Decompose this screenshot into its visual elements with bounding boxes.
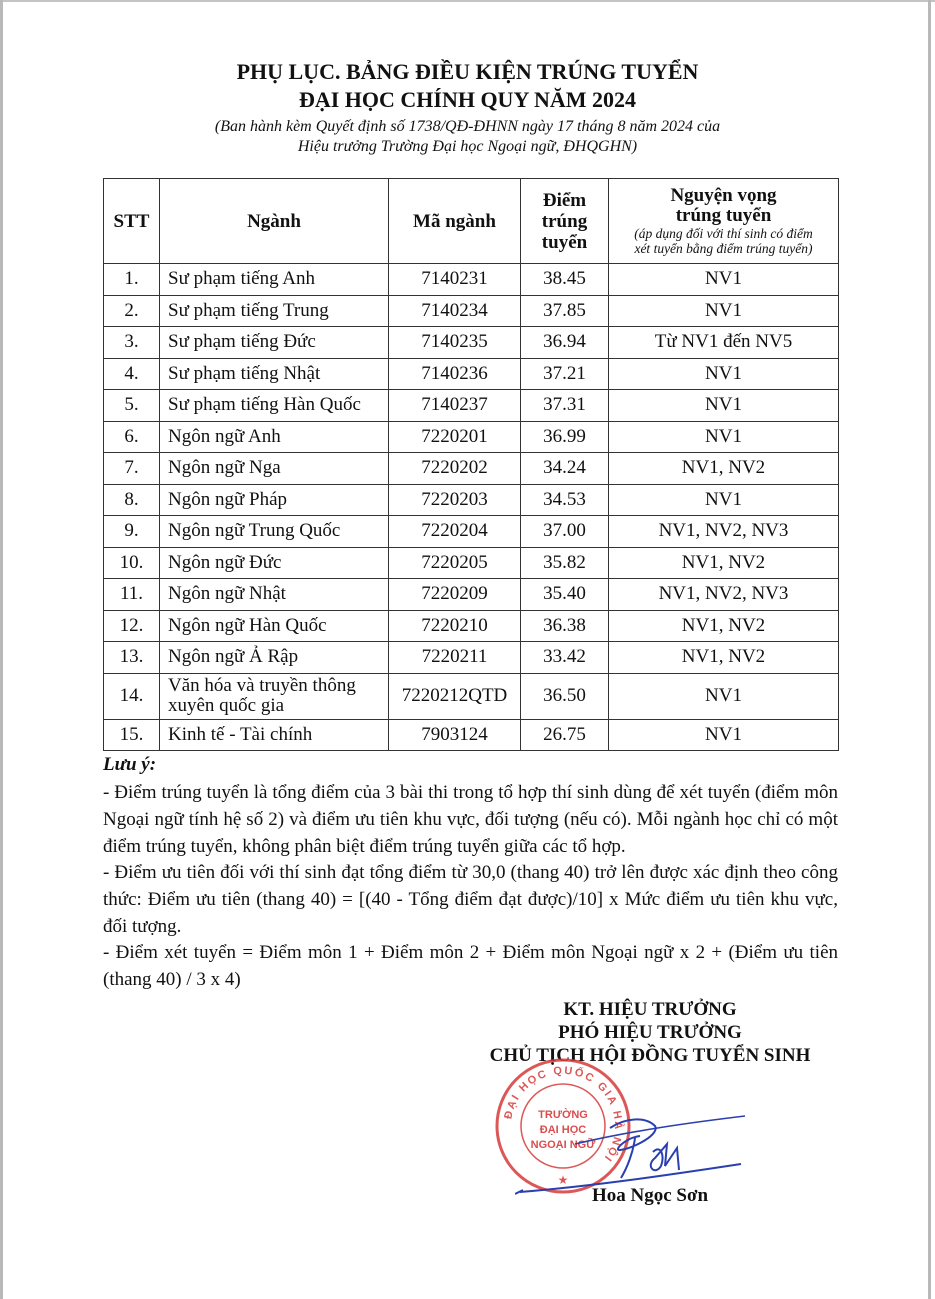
cell-nganh: Ngôn ngữ Pháp	[160, 484, 389, 516]
cell-stt: 3.	[104, 327, 160, 359]
signature-title-line3: CHỦ TỊCH HỘI ĐỒNG TUYỂN SINH	[489, 1045, 811, 1066]
cell-nganh-line2: xuyên quốc gia	[168, 695, 285, 716]
cell-ma-nganh: 7903124	[389, 719, 521, 751]
cell-nganh: Sư phạm tiếng Trung	[160, 295, 389, 327]
cell-nganh: Ngôn ngữ Anh	[160, 421, 389, 453]
cell-nguyen-vong: NV1	[609, 719, 839, 751]
svg-text:ĐẠI HỌC: ĐẠI HỌC	[539, 1124, 587, 1136]
cell-stt: 8.	[104, 484, 160, 516]
signature-title-line1: KT. HIỆU TRƯỞNG	[563, 999, 737, 1020]
cell-diem: 38.45	[521, 264, 609, 296]
note-item-2: - Điểm ưu tiên đối với thí sinh đạt tổng điểm từ 30,0 (thang 40) trở lên được xác định theo công thức: Điểm ưu tiên (thang 40) = [(40 - Tổng điểm đạt được)/10] x Mức điểm ưu tiên khu vực, đối tượng.	[103, 862, 838, 937]
header-nv-line1: Nguyện vọng	[670, 185, 777, 206]
cell-diem: 37.00	[521, 516, 609, 548]
cell-stt: 6.	[104, 421, 160, 453]
cell-ma-nganh: 7220205	[389, 547, 521, 579]
cell-diem: 36.94	[521, 327, 609, 359]
cell-ma-nganh: 7220210	[389, 610, 521, 642]
cell-stt: 12.	[104, 610, 160, 642]
cell-nguyen-vong: NV1, NV2, NV3	[609, 516, 839, 548]
cell-diem: 37.31	[521, 390, 609, 422]
cell-nganh: Kinh tế - Tài chính	[160, 719, 389, 751]
note-item-3: - Điểm xét tuyển = Điểm môn 1 + Điểm môn 2 + Điểm môn Ngoại ngữ x 2 + (Điểm ưu tiên (thang 40) / 3 x 4)	[103, 942, 838, 990]
table-row	[104, 327, 839, 359]
header-nganh: Ngành	[160, 179, 389, 264]
cell-ma-nganh: 7140237	[389, 390, 521, 422]
cell-nganh: Ngôn ngữ Đức	[160, 547, 389, 579]
header-ma-nganh: Mã ngành	[389, 179, 521, 264]
cell-stt: 5.	[104, 390, 160, 422]
table-row	[104, 264, 839, 296]
page-left-border	[0, 0, 3, 1299]
cell-nganh: Ngôn ngữ Trung Quốc	[160, 516, 389, 548]
svg-text:TRƯỜNG: TRƯỜNG	[538, 1109, 588, 1121]
header-stt: STT	[104, 179, 160, 264]
cell-ma-nganh: 7140235	[389, 327, 521, 359]
notes-heading: Lưu ý:	[103, 754, 157, 775]
cell-nguyen-vong: Từ NV1 đến NV5	[609, 327, 839, 359]
table-row	[104, 610, 839, 642]
table-row	[104, 358, 839, 390]
document-title-line2: ĐẠI HỌC CHÍNH QUY NĂM 2024	[298, 87, 637, 112]
cell-nguyen-vong: NV1, NV2	[609, 453, 839, 485]
cell-diem: 36.38	[521, 610, 609, 642]
cell-diem: 35.40	[521, 579, 609, 611]
table-row	[104, 719, 839, 751]
cell-nganh: Ngôn ngữ Nga	[160, 453, 389, 485]
header-diem-line2: trúng	[541, 210, 588, 232]
cell-nguyen-vong: NV1, NV2	[609, 642, 839, 674]
cell-nganh: Sư phạm tiếng Hàn Quốc	[160, 390, 389, 422]
cell-nguyen-vong: NV1	[609, 390, 839, 422]
header-nguyen-vong	[609, 179, 839, 264]
cell-ma-nganh: 7220209	[389, 579, 521, 611]
cell-diem: 26.75	[521, 719, 609, 751]
header-nv-note1: (áp dụng đối với thí sinh có điểm	[634, 226, 813, 241]
page-right-border	[928, 0, 931, 1299]
cell-stt: 10.	[104, 547, 160, 579]
cell-stt: 15.	[104, 719, 160, 751]
table-row	[104, 673, 839, 719]
cell-diem: 34.24	[521, 453, 609, 485]
header-diem-line1: Điểm	[542, 189, 587, 211]
cell-diem: 33.42	[521, 642, 609, 674]
cell-ma-nganh: 7220201	[389, 421, 521, 453]
document-title-line1: PHỤ LỤC. BẢNG ĐIỀU KIỆN TRÚNG TUYỂN	[236, 59, 699, 84]
cell-ma-nganh: 7220202	[389, 453, 521, 485]
cell-nganh-line1: Văn hóa và truyền thông	[168, 675, 356, 696]
cell-nguyen-vong: NV1, NV2	[609, 610, 839, 642]
cell-nganh: Ngôn ngữ Nhật	[160, 579, 389, 611]
cell-nguyen-vong: NV1	[609, 264, 839, 296]
cell-ma-nganh: 7220212QTD	[389, 673, 521, 719]
cell-nganh: Sư phạm tiếng Anh	[160, 264, 389, 296]
document-subtitle-line2: Hiệu trưởng Trường Đại học Ngoại ngữ, ĐHQGHN)	[297, 138, 638, 155]
cell-ma-nganh: 7140234	[389, 295, 521, 327]
cell-stt: 2.	[104, 295, 160, 327]
table-row	[104, 421, 839, 453]
cell-stt: 1.	[104, 264, 160, 296]
cell-nganh: Sư phạm tiếng Đức	[160, 327, 389, 359]
cell-stt: 7.	[104, 453, 160, 485]
document-subtitle-line1: (Ban hành kèm Quyết định số 1738/QĐ-ĐHNN ngày 17 tháng 8 năm 2024 của	[214, 118, 721, 135]
cell-diem: 34.53	[521, 484, 609, 516]
cell-ma-nganh: 7220211	[389, 642, 521, 674]
cell-diem: 37.21	[521, 358, 609, 390]
cell-nganh: Ngôn ngữ Hàn Quốc	[160, 610, 389, 642]
table-header-row	[104, 179, 839, 264]
table-row	[104, 547, 839, 579]
cell-ma-nganh: 7140231	[389, 264, 521, 296]
cell-ma-nganh: 7220203	[389, 484, 521, 516]
table-row	[104, 642, 839, 674]
svg-text:NGOẠI NGỮ: NGOẠI NGỮ	[530, 1139, 596, 1151]
cell-nguyen-vong: NV1	[609, 484, 839, 516]
cell-nganh: Ngôn ngữ Ả Rập	[160, 642, 389, 674]
signer-name: Hoa Ngọc Sơn	[591, 1185, 709, 1206]
page-top-border	[0, 0, 935, 2]
cell-stt: 9.	[104, 516, 160, 548]
table-row	[104, 516, 839, 548]
cell-ma-nganh: 7140236	[389, 358, 521, 390]
cell-stt: 14.	[104, 673, 160, 719]
table-row	[104, 453, 839, 485]
cell-nguyen-vong: NV1	[609, 358, 839, 390]
cell-nganh: Sư phạm tiếng Nhật	[160, 358, 389, 390]
cell-stt: 4.	[104, 358, 160, 390]
cell-stt: 11.	[104, 579, 160, 611]
table-row	[104, 579, 839, 611]
stamp-ring-text: ĐẠI HỌC QUỐC GIA HÀ NỘI	[502, 1064, 625, 1165]
cell-nguyen-vong: NV1	[609, 421, 839, 453]
table-row	[104, 484, 839, 516]
signature-title-line2: PHÓ HIỆU TRƯỞNG	[558, 1022, 742, 1043]
admission-table	[103, 178, 839, 751]
table-row	[104, 295, 839, 327]
header-diem	[521, 179, 609, 264]
svg-text:★: ★	[557, 1173, 569, 1187]
cell-nguyen-vong: NV1, NV2, NV3	[609, 579, 839, 611]
table-row	[104, 390, 839, 422]
cell-nguyen-vong: NV1	[609, 673, 839, 719]
cell-ma-nganh: 7220204	[389, 516, 521, 548]
header-nv-line2: trúng tuyển	[675, 205, 772, 226]
header-diem-line3: tuyển	[541, 231, 588, 253]
cell-nguyen-vong: NV1, NV2	[609, 547, 839, 579]
cell-diem: 35.82	[521, 547, 609, 579]
header-nv-note2: xét tuyển bằng điểm trúng tuyển)	[634, 241, 813, 256]
note-item-1: - Điểm trúng tuyển là tổng điểm của 3 bài thi trong tổ hợp thí sinh dùng để xét tuyển (điểm môn Ngoại ngữ tính hệ số 2) và điểm ưu tiên khu vực, đối tượng (nếu có). Mỗi ngành học chỉ có một điểm trúng tuyển, không phân biệt điểm trúng tuyển giữa các tổ hợp.	[103, 782, 838, 857]
cell-nganh	[160, 673, 389, 719]
cell-nguyen-vong: NV1	[609, 295, 839, 327]
cell-diem: 36.50	[521, 673, 609, 719]
cell-diem: 37.85	[521, 295, 609, 327]
cell-stt: 13.	[104, 642, 160, 674]
cell-diem: 36.99	[521, 421, 609, 453]
